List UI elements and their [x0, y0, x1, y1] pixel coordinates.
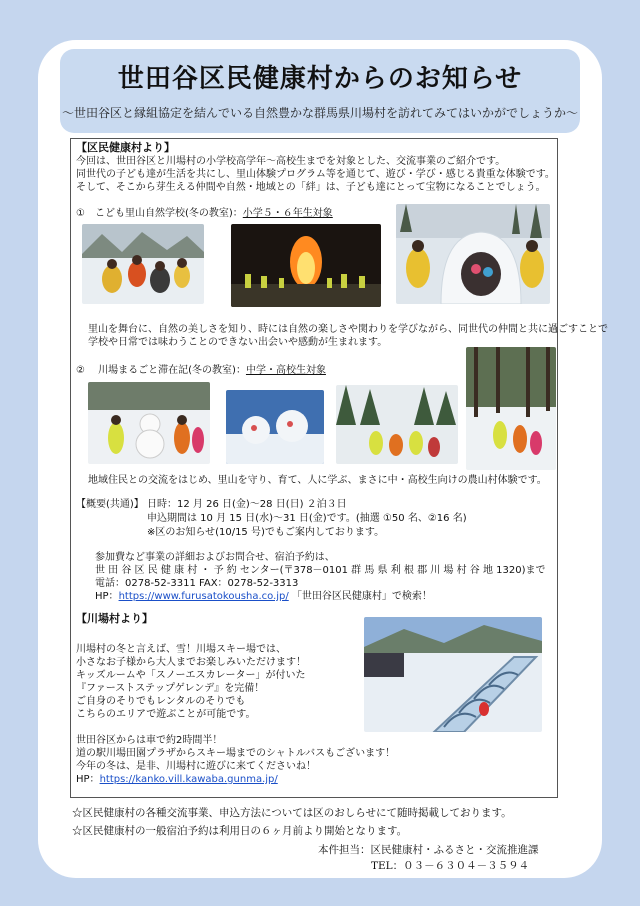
furusatokousha-link[interactable]: https://www.furusatokousha.co.jp/ — [118, 591, 289, 602]
photo-kamakura — [396, 204, 550, 304]
page-subtitle: ～世田谷区と縁組協定を結んでいる自然豊かな群馬県川場村を訪れてみてはいかがでしょうか～ — [61, 106, 578, 120]
kawaba-line-6: こちらのエリアで遊ぶことが可能です。 — [76, 709, 256, 720]
contact-phone: 電話：0278-52-3311 FAX：0278-52-3313 — [95, 578, 299, 589]
photo-children-snow — [82, 224, 204, 304]
kawaba-heading: 【川場村より】 — [76, 612, 153, 625]
kawaba-tourism-link[interactable]: https://kanko.vill.kawaba.gunma.jp/ — [99, 774, 278, 785]
program2-target: 中学・高校生対象 — [245, 365, 326, 376]
overview-note: ※区のお知らせ(10/15 号)でもご案内しております。 — [147, 527, 385, 538]
intro-line-2: 同世代の子ども達が生活を共にし、里山体験プログラム等を通じて、遊び・学び・感じる貴重な体験です。 — [76, 169, 555, 180]
program1-target: 小学５・６年生対象 — [242, 208, 333, 219]
kawaba-line-2: 小さなお子様から大人までお楽しみいただけます！ — [76, 657, 306, 668]
photo-snow-sculpture — [226, 390, 324, 464]
photo-forest-activity — [336, 385, 458, 464]
kawaba-access-1: 世田谷区からは車で約2時間半！ — [76, 735, 223, 746]
program1-desc-2: 学校や日常では味わうことのできない出会いや感動が生まれます。 — [88, 337, 388, 348]
photo-snow-escalator — [364, 617, 542, 732]
overview-label: 【概要(共通)】 — [76, 499, 144, 510]
kawaba-hp-line: HP：https://kanko.vill.kawaba.gunma.jp/ — [76, 774, 278, 785]
program2-desc: 地域住民との交流をはじめ、里山を守り、育て、人に学ぶ、まさに中・高校生向けの農山村体験です。 — [88, 475, 547, 486]
footer-note-1: ☆区民健康村の各種交流事業、申込方法については区のおしらせにて随時掲載しております。 — [72, 807, 512, 819]
contact-line-1: 参加費など事業の詳細およびお問合せ、宿泊予約は、 — [95, 552, 335, 563]
kawaba-access-3: 今年の冬は、是非、川場村に遊びに来てくださいね！ — [76, 761, 316, 772]
footer-tel: TEL：０３－６３０４－３５９４ — [371, 860, 530, 872]
photo-bonfire-night — [231, 224, 381, 307]
photo-snow-hike — [466, 347, 556, 470]
intro-line-3: そして、そこから芽生える仲間や自然・地域との「絆」は、子ども達にとって宝物になることでしょう。 — [76, 182, 546, 193]
footer-note-2: ☆区民健康村の一般宿泊予約は利用日の６ヶ月前より開始となります。 — [72, 825, 408, 837]
contact-line-2: 世 田 谷 区 民 健 康 村 ・ 予 約 センター(〒378－0101 群 馬 県 利 根 郡 川 場 村 谷 地 1320)まで — [95, 565, 546, 576]
page-title: 世田谷区民健康村からのお知らせ — [117, 64, 523, 94]
kawaba-access-2: 道の駅川場田園プラザからスキー場までのシャトルバスもございます！ — [76, 748, 396, 759]
kawaba-line-3: キッズルームや「スノーエスカレーター」が付いた — [76, 670, 306, 681]
kawaba-line-1: 川場村の冬と言えば、雪！川場スキー場では、 — [76, 644, 286, 655]
kawaba-line-4: 『ファーストステップゲレンデ』を完備！ — [76, 683, 265, 694]
intro-line-1: 今回は、世田谷区と川場村の小学校高学年～高校生までを対象とした、交流事業のご紹介です。 — [76, 156, 506, 167]
overview-application: 申込期間は 10 月 15 日(水)～31 日(金)です。(抽選 ①50 名、②16 名) — [147, 513, 467, 524]
photo-snowman-group — [88, 382, 210, 464]
program2-title: ② 川場まるごと滞在記(冬の教室)：中学・高校生対象 — [76, 365, 326, 376]
program1-title: ① こども里山自然学校(冬の教室)：小学５・６年生対象 — [76, 208, 333, 219]
kenkoumura-heading: 【区民健康村より】 — [76, 141, 175, 154]
overview-date: 日時：12 月 26 日(金)～28 日(日) ２泊３日 — [147, 499, 347, 510]
footer-contact-person: 本件担当：区民健康村・ふるさと・交流推進課 — [318, 844, 539, 856]
program1-desc-1: 里山を舞台に、自然の美しさを知り、時には自然の楽しさや関わりを学びながら、同世代の仲間と共に過ごすことで — [88, 324, 608, 335]
kawaba-line-5: ご自身のそりでもレンタルのそりでも — [76, 696, 246, 707]
contact-hp-line: HP：https://www.furusatokousha.co.jp/ 「世田谷区民健康村」で検索！ — [95, 591, 432, 602]
